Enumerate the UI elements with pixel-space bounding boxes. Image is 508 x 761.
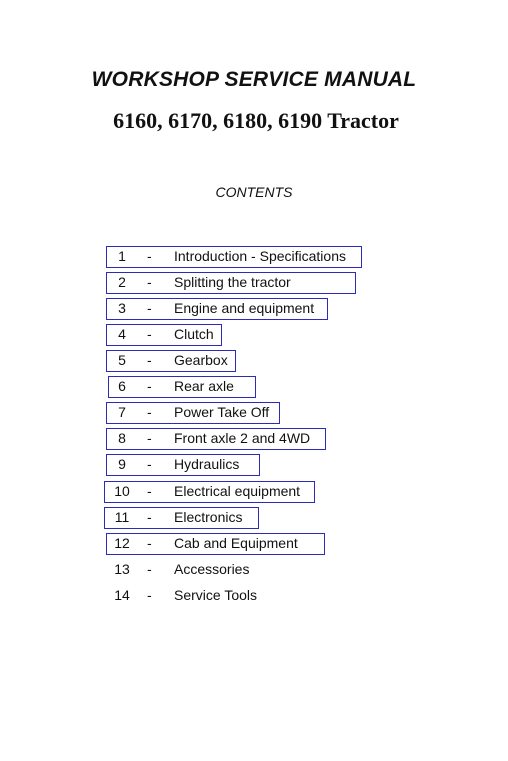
toc-item-number: 2 [118,274,126,290]
toc-item-label: Clutch [174,326,214,342]
toc-item-number: 5 [118,352,126,368]
toc-item-introduction-specifications[interactable] [106,246,362,268]
toc-item-separator: - [147,561,152,577]
toc-item-separator: - [147,509,152,525]
toc-item-label: Accessories [174,561,250,577]
toc-item-label: Gearbox [174,352,228,368]
toc-item-number: 11 [114,509,130,525]
toc-item-clutch[interactable] [106,324,222,346]
toc-item-power-take-off[interactable] [106,402,280,424]
toc-item-separator: - [147,300,152,316]
toc-item-electrical-equipment[interactable] [104,481,315,503]
toc-item-number: 9 [118,456,126,472]
toc-item-electronics[interactable] [104,507,259,529]
toc-item-label: Power Take Off [174,404,270,420]
toc-item-separator: - [147,587,152,603]
toc-item-separator: - [147,326,152,342]
toc-item-separator: - [147,456,152,472]
toc-item-engine-and-equipment[interactable] [106,298,328,320]
toc-item-label: Introduction - Specifications [174,248,346,264]
toc-item-accessories [106,560,356,580]
toc-item-number: 10 [114,483,130,499]
toc-item-separator: - [147,535,152,551]
toc-item-number: 6 [118,378,126,394]
toc-item-label: Electrical equipment [174,483,301,499]
toc-item-cab-and-equipment[interactable] [106,533,325,555]
manual-title: WORKSHOP SERVICE MANUAL [91,68,417,91]
toc-item-front-axle[interactable] [106,428,326,450]
toc-item-service-tools [106,586,356,606]
toc-item-label: Rear axle [174,378,234,394]
toc-item-hydraulics[interactable] [106,454,260,476]
toc-item-separator: - [147,430,152,446]
toc-item-number: 7 [118,404,126,420]
toc-item-number: 8 [118,430,126,446]
toc-item-rear-axle[interactable] [108,376,256,398]
toc-item-separator: - [147,404,152,420]
toc-item-number: 3 [118,300,126,316]
toc-item-label: Electronics [174,509,243,525]
toc-item-label: Splitting the tractor [174,274,291,290]
toc-item-separator: - [147,378,152,394]
toc-item-label: Hydraulics [174,456,240,472]
contents-heading: CONTENTS [215,184,293,200]
toc-item-number: 1 [118,248,126,264]
toc-item-label: Engine and equipment [174,300,315,316]
toc-item-separator: - [147,274,152,290]
toc-item-separator: - [147,352,152,368]
toc-item-number: 14 [114,587,130,603]
toc-item-number: 4 [118,326,126,342]
toc-item-separator: - [147,483,152,499]
toc-item-separator: - [147,248,152,264]
toc-item-number: 13 [114,561,130,577]
toc-item-splitting-the-tractor[interactable] [106,272,356,294]
toc-item-label: Cab and Equipment [174,535,298,551]
toc-item-gearbox[interactable] [106,350,236,372]
manual-subtitle: 6160, 6170, 6180, 6190 Tractor [113,108,399,133]
toc-item-number: 12 [114,535,130,551]
toc-item-label: Service Tools [174,587,258,603]
toc-item-label: Front axle 2 and 4WD [174,430,311,446]
